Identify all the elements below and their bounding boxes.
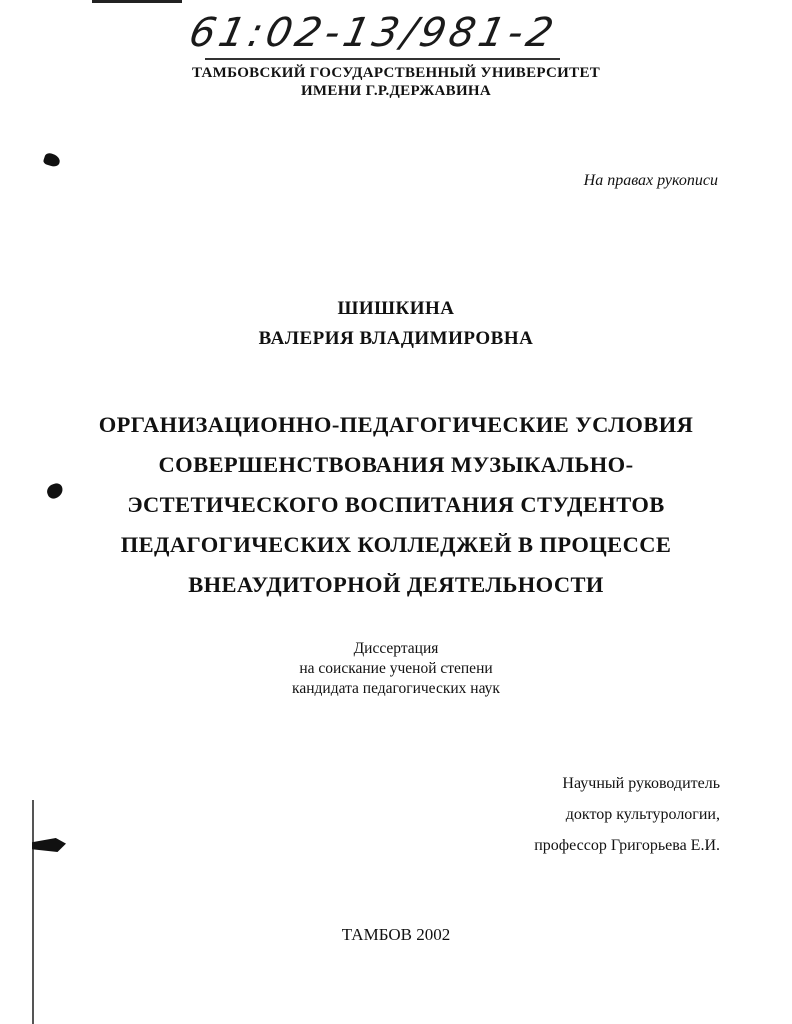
- handwritten-underline: [205, 58, 560, 60]
- handwritten-archive-code: 61:02-13/981-2: [185, 10, 562, 56]
- title-line: ВНЕАУДИТОРНОЙ ДЕЯТЕЛЬНОСТИ: [188, 572, 604, 597]
- title-line: ОРГАНИЗАЦИОННО-ПЕДАГОГИЧЕСКИЕ УСЛОВИЯ: [98, 412, 694, 437]
- scan-mark: [32, 838, 66, 852]
- university-named-after: ИМЕНИ Г.Р.ДЕРЖАВИНА: [300, 83, 492, 99]
- university-header: [0, 64, 792, 100]
- author-surname: ШИШКИНА: [337, 298, 455, 319]
- rights-note: На правах рукописи: [583, 172, 718, 189]
- author-name: ВАЛЕРИЯ ВЛАДИМИРОВНА: [258, 328, 534, 349]
- author-block: [0, 294, 792, 354]
- title-line: ПЕДАГОГИЧЕСКИХ КОЛЛЕДЖЕЙ В ПРОЦЕССЕ: [120, 532, 672, 557]
- scan-edge-line: [92, 0, 182, 3]
- city-year: ТАМБОВ 2002: [341, 925, 451, 944]
- supervisor-role: Научный руководитель: [562, 775, 720, 792]
- supervisor-degree: доктор культурологии,: [565, 806, 720, 823]
- supervisor-block: [534, 768, 720, 861]
- degree-purpose: на соискание ученой степени: [299, 660, 493, 677]
- scan-mark: [43, 152, 62, 168]
- dissertation-title: [0, 405, 792, 605]
- university-name: ТАМБОВСКИЙ ГОСУДАРСТВЕННЫЙ УНИВЕРСИТЕТ: [191, 65, 601, 81]
- dissertation-type: Диссертация: [353, 640, 439, 657]
- dissertation-description: [0, 639, 792, 699]
- supervisor-name: профессор Григорьева Е.И.: [534, 837, 720, 854]
- scan-edge-line: [32, 800, 34, 1024]
- title-line: СОВЕРШЕНСТВОВАНИЯ МУЗЫКАЛЬНО-: [158, 452, 634, 477]
- degree-field: кандидата педагогических наук: [292, 680, 500, 697]
- title-line: ЭСТЕТИЧЕСКОГО ВОСПИТАНИЯ СТУДЕНТОВ: [127, 492, 665, 517]
